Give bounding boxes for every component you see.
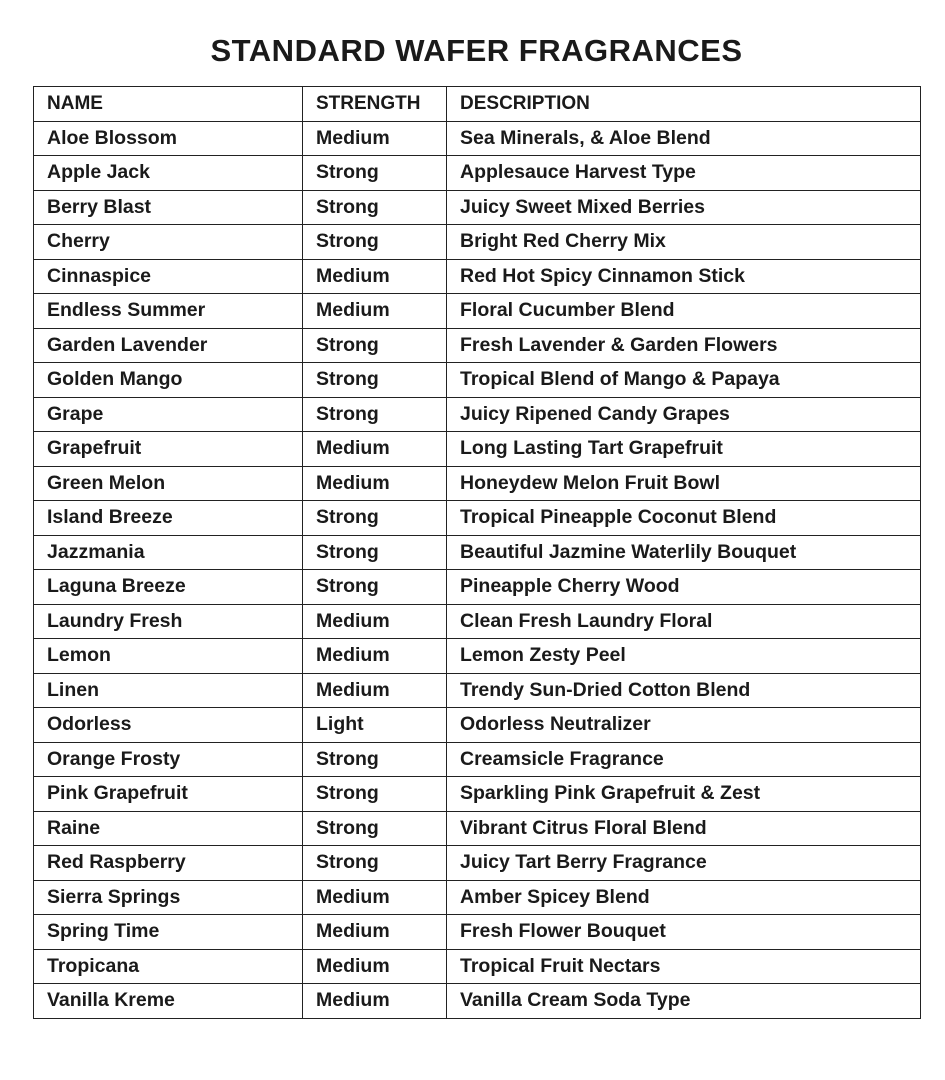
fragrance-table bbox=[33, 86, 921, 1019]
table-row bbox=[34, 432, 921, 467]
fragrance-name-cell: Endless Summer bbox=[34, 294, 303, 329]
description-cell: Juicy Tart Berry Fragrance bbox=[447, 846, 921, 881]
table-row bbox=[34, 466, 921, 501]
strength-cell: Strong bbox=[303, 811, 447, 846]
description-cell: Juicy Ripened Candy Grapes bbox=[447, 397, 921, 432]
table-row bbox=[34, 708, 921, 743]
table-row bbox=[34, 121, 921, 156]
strength-cell: Strong bbox=[303, 328, 447, 363]
table-row bbox=[34, 880, 921, 915]
table-row bbox=[34, 363, 921, 398]
description-cell: Fresh Flower Bouquet bbox=[447, 915, 921, 950]
fragrance-name-cell: Grape bbox=[34, 397, 303, 432]
fragrance-name-cell: Tropicana bbox=[34, 949, 303, 984]
fragrance-name-cell: Laundry Fresh bbox=[34, 604, 303, 639]
strength-cell: Medium bbox=[303, 121, 447, 156]
description-cell: Creamsicle Fragrance bbox=[447, 742, 921, 777]
strength-cell: Medium bbox=[303, 880, 447, 915]
description-cell: Beautiful Jazmine Waterlily Bouquet bbox=[447, 535, 921, 570]
description-cell: Vanilla Cream Soda Type bbox=[447, 984, 921, 1019]
fragrance-name-cell: Odorless bbox=[34, 708, 303, 743]
fragrance-name-cell: Red Raspberry bbox=[34, 846, 303, 881]
description-cell: Tropical Fruit Nectars bbox=[447, 949, 921, 984]
strength-cell: Strong bbox=[303, 742, 447, 777]
table-row bbox=[34, 294, 921, 329]
fragrance-name-cell: Jazzmania bbox=[34, 535, 303, 570]
fragrance-name-cell: Grapefruit bbox=[34, 432, 303, 467]
strength-cell: Medium bbox=[303, 466, 447, 501]
description-cell: Sea Minerals, & Aloe Blend bbox=[447, 121, 921, 156]
fragrance-name-cell: Aloe Blossom bbox=[34, 121, 303, 156]
strength-cell: Medium bbox=[303, 639, 447, 674]
table-row bbox=[34, 259, 921, 294]
strength-cell: Strong bbox=[303, 570, 447, 605]
page-title: STANDARD WAFER FRAGRANCES bbox=[210, 33, 743, 68]
table-body bbox=[34, 121, 921, 1018]
description-cell: Fresh Lavender & Garden Flowers bbox=[447, 328, 921, 363]
table-row bbox=[34, 777, 921, 812]
table-row bbox=[34, 535, 921, 570]
header-name: NAME bbox=[34, 87, 303, 122]
description-cell: Bright Red Cherry Mix bbox=[447, 225, 921, 260]
table-row bbox=[34, 570, 921, 605]
strength-cell: Strong bbox=[303, 190, 447, 225]
strength-cell: Medium bbox=[303, 915, 447, 950]
description-cell: Odorless Neutralizer bbox=[447, 708, 921, 743]
table-row bbox=[34, 742, 921, 777]
fragrance-name-cell: Cinnaspice bbox=[34, 259, 303, 294]
table-row bbox=[34, 846, 921, 881]
fragrance-name-cell: Golden Mango bbox=[34, 363, 303, 398]
strength-cell: Strong bbox=[303, 501, 447, 536]
description-cell: Sparkling Pink Grapefruit & Zest bbox=[447, 777, 921, 812]
description-cell: Floral Cucumber Blend bbox=[447, 294, 921, 329]
table-row bbox=[34, 190, 921, 225]
description-cell: Vibrant Citrus Floral Blend bbox=[447, 811, 921, 846]
fragrance-name-cell: Berry Blast bbox=[34, 190, 303, 225]
strength-cell: Medium bbox=[303, 673, 447, 708]
strength-cell: Medium bbox=[303, 432, 447, 467]
description-cell: Long Lasting Tart Grapefruit bbox=[447, 432, 921, 467]
fragrance-name-cell: Apple Jack bbox=[34, 156, 303, 191]
table-row bbox=[34, 915, 921, 950]
strength-cell: Medium bbox=[303, 294, 447, 329]
fragrance-name-cell: Laguna Breeze bbox=[34, 570, 303, 605]
strength-cell: Strong bbox=[303, 225, 447, 260]
table-row bbox=[34, 397, 921, 432]
fragrance-name-cell: Vanilla Kreme bbox=[34, 984, 303, 1019]
description-cell: Lemon Zesty Peel bbox=[447, 639, 921, 674]
description-cell: Tropical Pineapple Coconut Blend bbox=[447, 501, 921, 536]
description-cell: Clean Fresh Laundry Floral bbox=[447, 604, 921, 639]
table-row bbox=[34, 811, 921, 846]
table-row bbox=[34, 156, 921, 191]
description-cell: Red Hot Spicy Cinnamon Stick bbox=[447, 259, 921, 294]
table-header bbox=[34, 87, 921, 122]
strength-cell: Strong bbox=[303, 397, 447, 432]
table-row bbox=[34, 673, 921, 708]
description-cell: Honeydew Melon Fruit Bowl bbox=[447, 466, 921, 501]
strength-cell: Medium bbox=[303, 949, 447, 984]
header-description: DESCRIPTION bbox=[447, 87, 921, 122]
strength-cell: Light bbox=[303, 708, 447, 743]
description-cell: Pineapple Cherry Wood bbox=[447, 570, 921, 605]
fragrance-name-cell: Sierra Springs bbox=[34, 880, 303, 915]
description-cell: Applesauce Harvest Type bbox=[447, 156, 921, 191]
description-cell: Trendy Sun-Dried Cotton Blend bbox=[447, 673, 921, 708]
fragrance-name-cell: Orange Frosty bbox=[34, 742, 303, 777]
description-cell: Amber Spicey Blend bbox=[447, 880, 921, 915]
fragrance-name-cell: Garden Lavender bbox=[34, 328, 303, 363]
header-strength: STRENGTH bbox=[303, 87, 447, 122]
fragrance-name-cell: Raine bbox=[34, 811, 303, 846]
fragrance-name-cell: Lemon bbox=[34, 639, 303, 674]
strength-cell: Strong bbox=[303, 156, 447, 191]
fragrance-name-cell: Spring Time bbox=[34, 915, 303, 950]
header-row bbox=[34, 87, 921, 122]
strength-cell: Strong bbox=[303, 363, 447, 398]
table-row bbox=[34, 949, 921, 984]
strength-cell: Strong bbox=[303, 535, 447, 570]
table-row bbox=[34, 501, 921, 536]
fragrance-name-cell: Linen bbox=[34, 673, 303, 708]
strength-cell: Medium bbox=[303, 604, 447, 639]
fragrance-name-cell: Green Melon bbox=[34, 466, 303, 501]
table-row bbox=[34, 639, 921, 674]
table-row bbox=[34, 328, 921, 363]
strength-cell: Medium bbox=[303, 984, 447, 1019]
table-row bbox=[34, 604, 921, 639]
description-cell: Juicy Sweet Mixed Berries bbox=[447, 190, 921, 225]
strength-cell: Strong bbox=[303, 777, 447, 812]
table-row bbox=[34, 225, 921, 260]
fragrance-name-cell: Cherry bbox=[34, 225, 303, 260]
description-cell: Tropical Blend of Mango & Papaya bbox=[447, 363, 921, 398]
strength-cell: Medium bbox=[303, 259, 447, 294]
fragrance-name-cell: Island Breeze bbox=[34, 501, 303, 536]
strength-cell: Strong bbox=[303, 846, 447, 881]
fragrance-name-cell: Pink Grapefruit bbox=[34, 777, 303, 812]
table-row bbox=[34, 984, 921, 1019]
